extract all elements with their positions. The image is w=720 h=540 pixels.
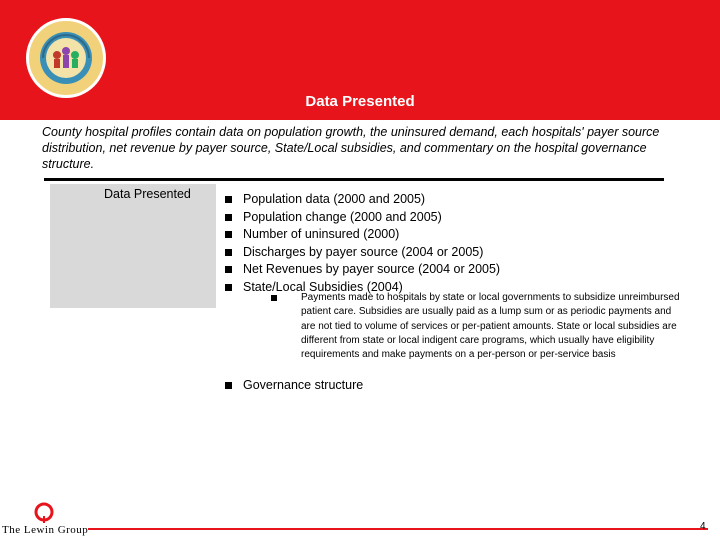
page-title xyxy=(0,93,720,110)
page-number: 4 xyxy=(700,521,706,532)
subsidy-definition: Payments made to hospitals by state or local governments to subsidize unreimbursed patient care. Subsidies are usually paid as a lump sum or as periodic payments and are not tied to volume of services or per-patient amounts. State or local subsidies are different from state or local indigent care programs, which usually have eligibility requirements and make payments on a per-person or per-service basis xyxy=(301,292,680,361)
list-item xyxy=(224,261,694,279)
square-bullet-icon xyxy=(225,266,232,273)
list-item-text: Population data (2000 and 2005) xyxy=(243,192,426,206)
square-bullet-icon xyxy=(225,284,232,291)
square-bullet-icon xyxy=(225,382,232,389)
list-item-text: Population change (2000 and 2005) xyxy=(243,209,442,224)
list-item xyxy=(224,244,694,262)
list-item-text: Governance structure xyxy=(243,378,364,392)
list-item xyxy=(224,191,694,209)
data-bullet-list xyxy=(224,191,694,296)
list-item-text: Net Revenues by payer source (2004 or 2005) xyxy=(243,262,501,276)
square-bullet-icon xyxy=(271,295,277,301)
seal-icon xyxy=(29,21,103,95)
company-name: The Lewin Group xyxy=(2,524,89,536)
intro-paragraph: County hospital profiles contain data on population growth, the uninsured demand, each hospitals' payer source distribution, net revenue by payer source, State/Local subsidies, and commentary on the hospital governance structure. xyxy=(42,125,660,171)
square-bullet-icon xyxy=(225,249,232,256)
page-title-text: Data Presented xyxy=(305,93,415,110)
divider-rule xyxy=(44,178,664,181)
list-item xyxy=(224,226,694,244)
square-bullet-icon xyxy=(225,196,232,203)
footer-rule xyxy=(88,528,708,530)
list-item-text: Discharges by payer source (2004 or 2005) xyxy=(243,244,484,259)
county-seal-logo xyxy=(26,18,106,98)
list-item xyxy=(224,209,694,227)
square-bullet-icon xyxy=(225,214,232,221)
square-bullet-icon xyxy=(225,231,232,238)
list-item-text: Number of uninsured (2000) xyxy=(243,227,400,241)
section-label: Data Presented xyxy=(104,187,191,201)
list-item xyxy=(225,377,363,394)
lewin-group-logo-icon xyxy=(33,502,55,524)
list-item-text: State/Local Subsidies (2004) xyxy=(243,279,403,294)
section-label-box xyxy=(50,184,216,308)
